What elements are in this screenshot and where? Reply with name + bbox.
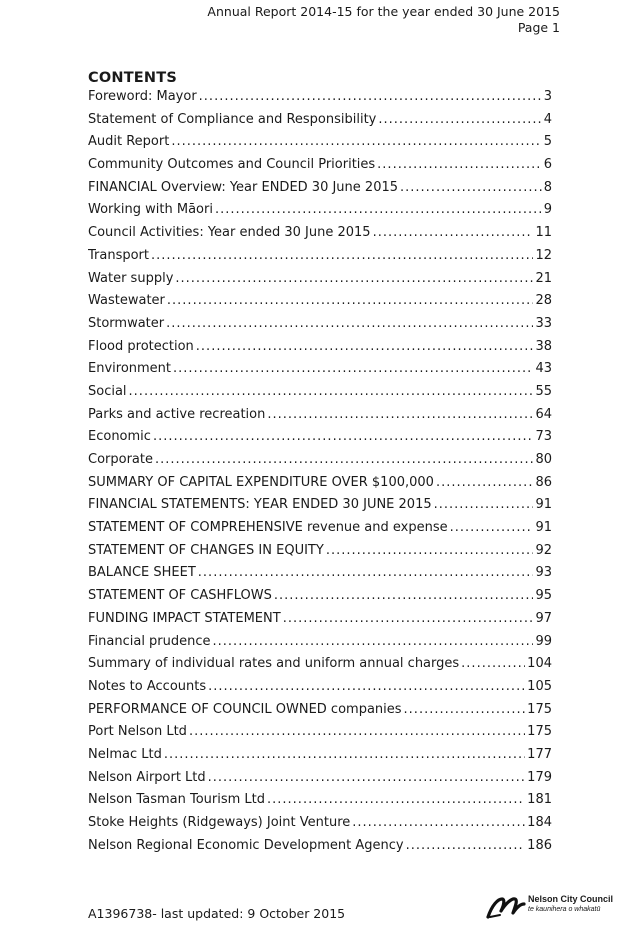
- toc-dot-leader: [400, 179, 542, 197]
- toc-entry-page-number: 3: [543, 89, 552, 104]
- toc-entry-title: FINANCIAL STATEMENTS: YEAR ENDED 30 JUNE 2015: [88, 497, 432, 513]
- toc-dot-leader: [215, 201, 542, 219]
- toc-entry-title: Corporate: [88, 452, 153, 467]
- toc-entry-page-number: 8: [543, 179, 552, 195]
- toc-dot-leader: [175, 270, 533, 288]
- toc-dot-leader: [352, 814, 525, 832]
- toc-dot-leader: [406, 837, 526, 855]
- toc-entry[interactable]: [88, 179, 552, 202]
- toc-entry[interactable]: [88, 338, 552, 361]
- toc-entry-title: Stoke Heights (Ridgeways) Joint Venture: [88, 815, 351, 830]
- toc-entry-page-number: 181: [527, 792, 552, 808]
- toc-entry-page-number: 104: [527, 656, 552, 672]
- toc-entry-title: Wastewater: [88, 293, 165, 309]
- toc-dot-leader: [436, 474, 534, 492]
- toc-entry[interactable]: [88, 133, 552, 156]
- toc-entry[interactable]: [88, 746, 552, 769]
- toc-entry[interactable]: [88, 814, 552, 837]
- toc-entry-page-number: 43: [535, 361, 552, 377]
- toc-entry-page-number: 38: [535, 338, 552, 354]
- toc-entry-page-number: 21: [535, 270, 552, 286]
- toc-dot-leader: [208, 678, 525, 696]
- toc-entry-title: FUNDING IMPACT STATEMENT: [88, 610, 281, 626]
- toc-entry-title: BALANCE SHEET: [88, 565, 196, 581]
- toc-entry[interactable]: [88, 428, 552, 451]
- toc-dot-leader: [198, 564, 534, 582]
- toc-dot-leader: [208, 769, 526, 787]
- toc-dot-leader: [434, 496, 534, 514]
- toc-entry-page-number: 4: [543, 111, 552, 127]
- toc-entry-title: Transport: [88, 247, 150, 263]
- toc-dot-leader: [166, 315, 533, 333]
- toc-entry[interactable]: [88, 587, 552, 610]
- toc-entry-title: Foreword: Mayor: [88, 89, 197, 104]
- nelson-city-council-logo-icon: [486, 895, 526, 919]
- toc-entry-page-number: 55: [535, 383, 552, 399]
- toc-entry-page-number: 73: [535, 429, 552, 445]
- toc-dot-leader: [151, 247, 533, 265]
- toc-dot-leader: [267, 406, 533, 424]
- contents-heading: CONTENTS: [88, 70, 177, 86]
- toc-entry-title: Social: [88, 383, 127, 399]
- toc-dot-leader: [153, 428, 534, 446]
- toc-entry-page-number: 80: [535, 452, 552, 467]
- toc-entry-title: Financial prudence: [88, 633, 211, 649]
- toc-entry-title: Nelson Tasman Tourism Ltd: [88, 792, 266, 808]
- toc-entry-page-number: 86: [535, 474, 552, 490]
- toc-entry[interactable]: [88, 451, 552, 474]
- toc-entry[interactable]: [88, 88, 552, 111]
- toc-entry-title: FINANCIAL Overview: Year ENDED 30 June 2015: [88, 179, 399, 195]
- toc-dot-leader: [283, 610, 534, 628]
- toc-entry[interactable]: [88, 701, 552, 724]
- table-of-contents: [88, 88, 552, 859]
- page-number: Page 1: [517, 20, 560, 35]
- toc-entry-title: Economic: [88, 429, 151, 445]
- toc-entry-title: Port Nelson Ltd: [88, 724, 187, 740]
- toc-dot-leader: [155, 451, 533, 469]
- toc-entry[interactable]: [88, 519, 552, 542]
- toc-entry[interactable]: [88, 247, 552, 270]
- toc-entry[interactable]: [88, 292, 552, 315]
- document-reference: A1396738- last updated: 9 October 2015: [88, 906, 346, 921]
- toc-dot-leader: [461, 655, 525, 673]
- logo-tagline: te kaunihera o whakatū: [528, 906, 601, 913]
- toc-entry[interactable]: [88, 360, 552, 383]
- toc-entry-page-number: 97: [535, 610, 552, 626]
- toc-entry[interactable]: [88, 564, 552, 587]
- toc-entry-page-number: 91: [535, 497, 552, 513]
- toc-entry-page-number: 12: [535, 247, 552, 263]
- toc-dot-leader: [189, 723, 525, 741]
- toc-entry[interactable]: [88, 315, 552, 338]
- toc-entry-title: Parks and active recreation: [88, 406, 266, 422]
- logo-name: Nelson City Council: [528, 894, 614, 904]
- toc-entry[interactable]: [88, 837, 552, 860]
- toc-entry[interactable]: [88, 633, 552, 656]
- toc-dot-leader: [378, 111, 541, 129]
- page-header: [207, 4, 560, 36]
- toc-dot-leader: [404, 701, 526, 719]
- toc-entry[interactable]: [88, 769, 552, 792]
- toc-entry-page-number: 91: [535, 520, 552, 536]
- toc-entry[interactable]: [88, 474, 552, 497]
- toc-dot-leader: [373, 224, 534, 242]
- toc-entry-page-number: 184: [527, 815, 552, 830]
- toc-dot-leader: [164, 746, 525, 764]
- toc-dot-leader: [377, 156, 542, 174]
- toc-entry-page-number: 175: [527, 701, 552, 717]
- toc-entry-title: SUMMARY OF CAPITAL EXPENDITURE OVER $100,000: [88, 474, 434, 490]
- toc-entry[interactable]: [88, 270, 552, 293]
- toc-entry-title: Statement of Compliance and Responsibility: [88, 111, 377, 127]
- toc-entry-page-number: 95: [535, 588, 552, 604]
- toc-dot-leader: [326, 542, 534, 560]
- toc-entry-page-number: 177: [527, 746, 552, 762]
- toc-entry-title: Environment: [88, 361, 172, 377]
- toc-entry[interactable]: [88, 156, 552, 179]
- toc-entry[interactable]: [88, 383, 552, 406]
- toc-dot-leader: [213, 633, 534, 651]
- toc-entry-title: Council Activities: Year ended 30 June 2015: [88, 225, 371, 241]
- toc-dot-leader: [129, 383, 534, 401]
- toc-dot-leader: [274, 587, 534, 605]
- toc-entry-page-number: 64: [535, 406, 552, 422]
- toc-entry[interactable]: [88, 655, 552, 678]
- toc-entry-page-number: 33: [535, 315, 552, 331]
- toc-entry[interactable]: [88, 201, 552, 224]
- toc-entry-title: Nelson Regional Economic Development Agency: [88, 837, 404, 853]
- toc-entry[interactable]: [88, 224, 552, 247]
- toc-entry[interactable]: [88, 496, 552, 519]
- toc-entry-page-number: 6: [543, 157, 552, 173]
- toc-entry-title: Nelmac Ltd: [88, 746, 162, 762]
- toc-entry-page-number: 11: [535, 225, 552, 241]
- toc-entry[interactable]: [88, 791, 552, 814]
- toc-entry[interactable]: [88, 678, 552, 701]
- toc-entry-title: PERFORMANCE OF COUNCIL OWNED companies: [88, 701, 402, 717]
- toc-entry-title: STATEMENT OF CHANGES IN EQUITY: [88, 542, 324, 558]
- toc-dot-leader: [196, 338, 534, 356]
- council-logo: [486, 893, 618, 921]
- toc-entry-title: Nelson Airport Ltd: [88, 769, 206, 785]
- toc-entry-page-number: 9: [543, 202, 552, 218]
- toc-entry-page-number: 99: [535, 633, 552, 649]
- toc-entry-page-number: 28: [535, 293, 552, 309]
- toc-dot-leader: [450, 519, 534, 537]
- toc-entry-title: Community Outcomes and Council Priorities: [88, 157, 376, 173]
- toc-entry-page-number: 105: [527, 678, 552, 694]
- toc-entry-title: Summary of individual rates and uniform annual charges: [88, 656, 460, 672]
- toc-entry-title: Notes to Accounts: [88, 678, 207, 694]
- toc-entry-title: Stormwater: [88, 315, 165, 331]
- toc-entry-title: STATEMENT OF COMPREHENSIVE revenue and expense: [88, 520, 448, 536]
- report-title: Annual Report 2014-15 for the year ended 30 June 2015: [207, 4, 560, 19]
- toc-dot-leader: [173, 360, 533, 378]
- toc-entry-page-number: 179: [527, 769, 552, 785]
- toc-entry-page-number: 93: [535, 565, 552, 581]
- toc-entry[interactable]: [88, 542, 552, 565]
- toc-entry[interactable]: [88, 111, 552, 134]
- toc-dot-leader: [267, 791, 525, 809]
- toc-dot-leader: [167, 292, 534, 310]
- toc-dot-leader: [171, 133, 541, 151]
- toc-entry[interactable]: [88, 723, 552, 746]
- toc-entry-title: Water supply: [88, 270, 174, 286]
- toc-entry-page-number: 175: [527, 724, 552, 740]
- toc-entry-title: Working with Māori: [88, 202, 213, 218]
- toc-entry-page-number: 92: [535, 542, 552, 558]
- toc-entry[interactable]: [88, 406, 552, 429]
- toc-entry-title: Flood protection: [88, 338, 194, 354]
- toc-entry-title: STATEMENT OF CASHFLOWS: [88, 588, 272, 604]
- toc-entry[interactable]: [88, 610, 552, 633]
- toc-entry-page-number: 5: [543, 134, 552, 150]
- toc-entry-title: Audit Report: [88, 134, 170, 150]
- toc-entry-page-number: 186: [527, 837, 552, 853]
- toc-dot-leader: [199, 88, 542, 106]
